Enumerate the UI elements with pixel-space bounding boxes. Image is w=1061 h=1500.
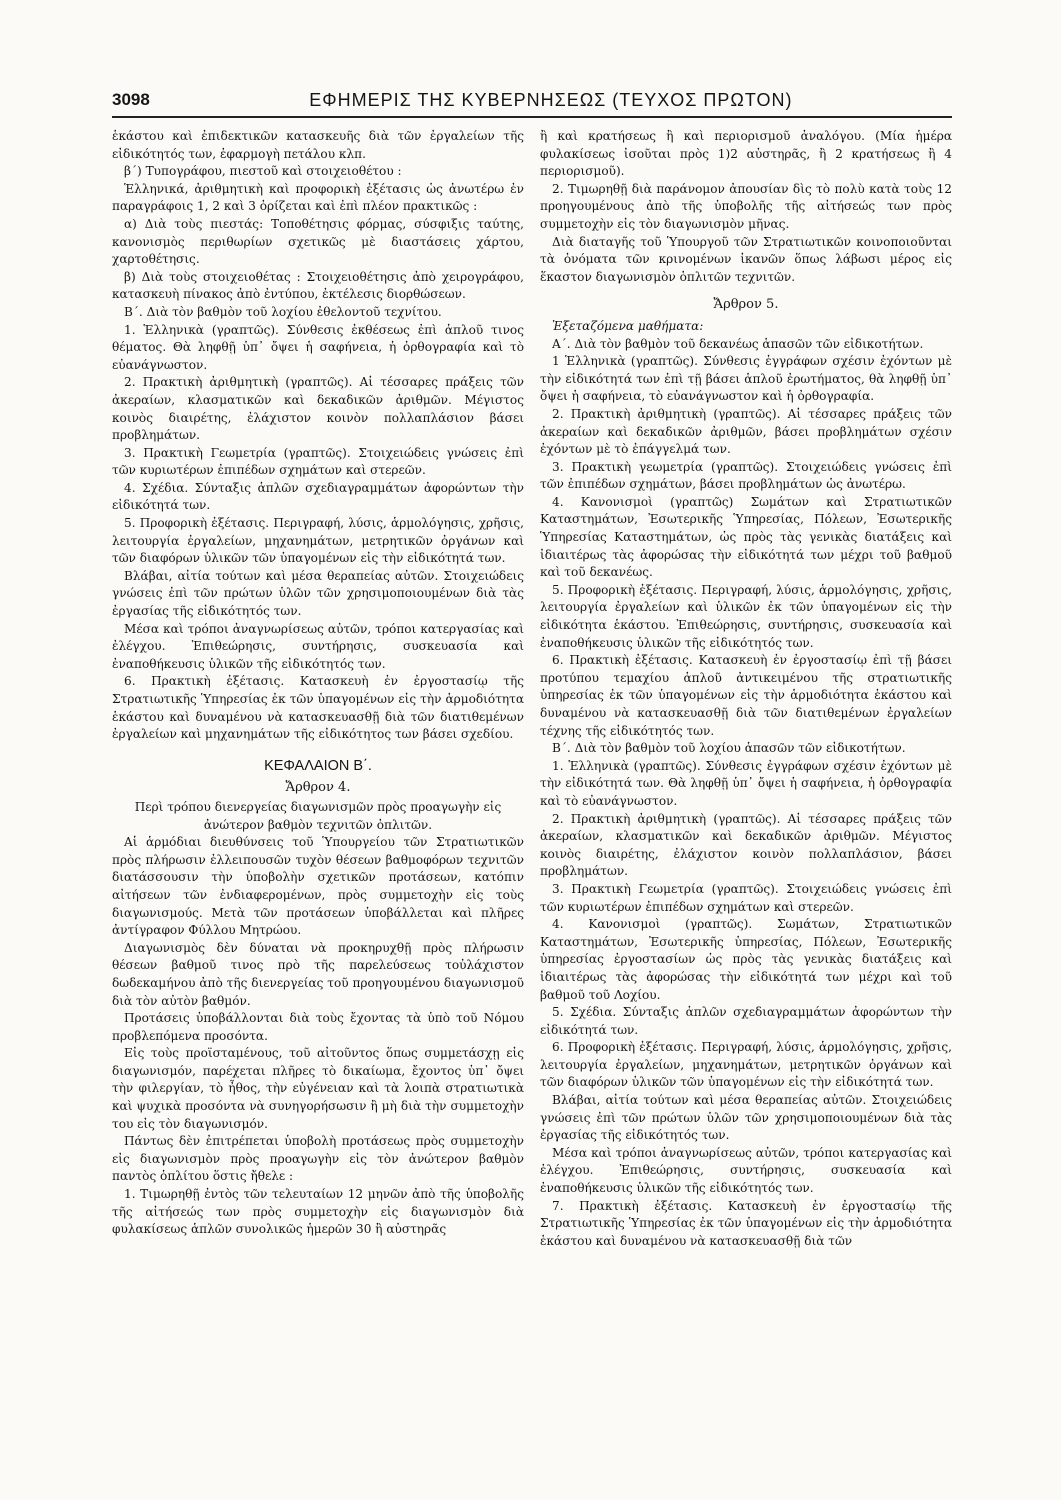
paragraph: Μέσα καὶ τρόποι ἀναγνωρίσεως αὐτῶν, τρόποι κατεργασίας καὶ ἐλέγχου. Ἐπιθεώρησις, συντήρησις, συσκευασία καὶ ἐναποθήκευσις ὑλικῶν τῆς εἰδικότητός των. bbox=[540, 1145, 952, 1196]
paragraph: 5. Σχέδια. Σύνταξις ἁπλῶν σχεδιαγραμμάτων ἀφορώντων τὴν εἰδικότητά των. bbox=[540, 1005, 952, 1037]
paragraph: Εἰς τοὺς προϊσταμένους, τοῦ αἰτοῦντος ὅπως συμμετάσχῃ εἰς διαγωνισμόν, παρέχεται πλῆρες τὸ δικαίωμα, ἔχοντος ὑπ᾿ ὄψει τὴν φιλεργίαν, τὸ ἦθος, τὴν εὐγένειαν καὶ τὰ λοιπὰ στρατιωτικὰ καὶ ψυχικὰ προσόντα νὰ συνηγορήσωσιν ἢ μὴ διὰ τὴν συμμετοχὴν του εἰς τὸν διαγωνισμόν. bbox=[112, 1046, 524, 1131]
paragraph: ἑκάστου καὶ ἐπιδεκτικῶν κατασκευῆς διὰ τῶν ἐργαλείων τῆς εἰδικότητός των, ἐφαρμογὴ πετάλου κλπ. bbox=[112, 129, 524, 161]
paragraph: β) Διὰ τοὺς στοιχειοθέτας : Στοιχειοθέτησις ἀπὸ χειρογράφου, κατασκευὴ πίνακος ἀπὸ ἐντύπου, ἐκτέλεσις διορθώσεων. bbox=[112, 269, 524, 302]
article-heading: Ἄρθρον 5. bbox=[713, 297, 779, 313]
paragraph: Διαγωνισμὸς δὲν δύναται νὰ προκηρυχθῇ πρὸς πλήρωσιν θέσεων βαθμοῦ τινος πρὸ τῆς παρελεύσεως τοὐλάχιστον δωδεκαμήνου ἀπὸ τῆς διενεργείας τοῦ προηγουμένου διαγωνισμοῦ διὰ τὸν αὐτὸν βαθμόν. bbox=[112, 940, 524, 1008]
paragraph: β΄) Τυπογράφου, πιεστοῦ καὶ στοιχειοθέτου : bbox=[124, 164, 402, 179]
right-column bbox=[540, 128, 952, 1250]
paragraph: 6. Πρακτικὴ ἐξέτασις. Κατασκευὴ ἐν ἐργοστασίῳ τῆς Στρατιωτικῆς Ὑπηρεσίας ἐκ τῶν ὑπαγομένων εἰς τὴν ἁρμοδιότητα ἑκάστου καὶ δυναμένου νὰ κατασκευασθῇ διὰ τῶν διατιθεμένων ἐργαλείων καὶ μηχανημάτων τῆς εἰδικότητος των βάσει σχεδίου. bbox=[112, 674, 524, 742]
paragraph: Ἑλληνικά, ἀριθμητικὴ καὶ προφορικὴ ἐξέτασις ὡς ἀνωτέρω ἐν παραγράφοις 1, 2 καὶ 3 ὁρίζεται καὶ ἐπὶ πλέον πρακτικῶς : bbox=[112, 181, 524, 214]
paragraph: Α΄. Διὰ τὸν βαθμὸν τοῦ δεκανέως ἁπασῶν τῶν εἰδικοτήτων. bbox=[552, 336, 924, 351]
paragraph: Διὰ διαταγῆς τοῦ Ὑπουργοῦ τῶν Στρατιωτικῶν κοινοποιοῦνται τὰ ὀνόματα τῶν κρινομένων ἱκανῶν ὅπως λάβωσι μέρος εἰς ἕκαστον διαγωνισμὸν ὁπλιτῶν τεχνιτῶν. bbox=[540, 234, 952, 284]
paragraph: 4. Σχέδια. Σύνταξις ἁπλῶν σχεδιαγραμμάτων ἀφορώντων τὴν εἰδικότητά των. bbox=[112, 480, 524, 513]
paragraph: 2. Πρακτικὴ ἀριθμητικὴ (γραπτῶς). Αἱ τέσσαρες πράξεις τῶν ἀκεραίων καὶ δεκαδικῶν ἀριθμῶν, βάσει προβλημάτων σχέσιν ἐχόντων μὲ τὸ ἐπάγγελμά των. bbox=[540, 406, 952, 457]
paragraph: ἢ καὶ κρατήσεως ἢ καὶ περιορισμοῦ ἀναλόγου. (Μία ἡμέρα φυλακίσεως ἰσοῦται πρὸς 1)2 αὐστηρᾶς, ἢ 2 κρατήσεως ἢ 4 περιορισμοῦ). bbox=[540, 129, 952, 179]
paragraph: 1 Ἑλληνικὰ (γραπτῶς). Σύνθεσις ἐγγράφων σχέσιν ἐχόντων μὲ τὴν εἰδικότητά των ἐπὶ τῇ βάσει ἁπλοῦ ἐρωτήματος, θὰ ληφθῇ ὑπ᾿ ὄψει ἡ σαφήνεια, τὸ εὐανάγνωστον καὶ ἡ ὀρθογραφία. bbox=[540, 354, 952, 404]
paragraph: 3. Πρακτικὴ Γεωμετρία (γραπτῶς). Στοιχειώδεις γνώσεις ἐπὶ τῶν κυριωτέρων ἐπιπέδων σχημάτων καὶ στερεῶν. bbox=[540, 881, 952, 914]
paragraph: 6. Πρακτικὴ ἐξέτασις. Κατασκευὴ ἐν ἐργοστασίῳ ἐπὶ τῇ βάσει προτύπου τεμαχίου ἁπλοῦ ἀντικειμένου τῆς στρατιωτικῆς ὑπηρεσίας ἐκ τῶν ὑπαγομένων εἰς τὴν ἁρμοδιότητα ἑκάστου καὶ δυναμένου νὰ κατασκευασθῇ διὰ τῶν διατιθεμένων ἐργαλείων τέχνης τῆς εἰδικότητός των. bbox=[540, 653, 952, 738]
page-header bbox=[112, 86, 952, 114]
paragraph: 2. Πρακτικὴ ἀριθμητικὴ (γραπτῶς). Αἱ τέσσαρες πράξεις τῶν ἀκεραίων, κλασματικῶν καὶ δεκαδικῶν ἀριθμῶν. Μέγιστος κοινὸς διαιρέτης, ἐλάχιστον κοινὸν πολλαπλάσιον, βάσει προβλημάτων. bbox=[540, 811, 952, 879]
paragraph: Β΄. Διὰ τὸν βαθμὸν τοῦ λοχίου ἐθελοντοῦ τεχνίτου. bbox=[124, 304, 442, 319]
paragraph: 1. Ἑλληνικὰ (γραπτῶς). Σύνθεσις ἐγγράφων σχέσιν ἐχόντων μὲ τὴν εἰδικότητά των. Θὰ ληφθῇ ὑπ᾿ ὄψει ἡ σαφήνεια, ἡ ὀρθογραφία καὶ τὸ εὐανάγνωστον. bbox=[540, 758, 952, 808]
paragraph: 7. Πρακτικὴ ἐξέτασις. Κατασκευὴ ἐν ἐργοστασίῳ τῆς Στρατιωτικῆς Ὑπηρεσίας ἐκ τῶν ὑπαγομένων εἰς τὴν ἁρμοδιότητα ἑκάστου καὶ δυναμένου νὰ κατασκευασθῇ διὰ τῶν bbox=[540, 1198, 952, 1248]
paragraph: Προτάσεις ὑποβάλλονται διὰ τοὺς ἔχοντας τὰ ὑπὸ τοῦ Νόμου προβλεπόμενα προσόντα. bbox=[112, 1011, 524, 1043]
subject-heading: Ἐξεταζόμενα μαθήματα: bbox=[552, 318, 704, 333]
paragraph: 4. Κανονισμοὶ (γραπτῶς) Σωμάτων καὶ Στρατιωτικῶν Καταστημάτων, Ἐσωτερικῆς Ὑπηρεσίας, Πόλεων, Ἐσωτερικῆς Ὑπηρεσίας Καταστημάτων, ὡς πρὸς τὰς γενικὰς διατάξεις καὶ ἰδιαιτέρως τὰς ἀφορώσας τὴν εἰδικότητά των μέχρι τοῦ βαθμοῦ καὶ τοῦ δεκανέως. bbox=[540, 494, 952, 580]
paragraph: 5. Προφορικὴ ἐξέτασις. Περιγραφή, λύσις, ἁρμολόγησις, χρῆσις, λειτουργία ἐργαλείων, μηχανημάτων, μετρητικῶν ὀργάνων καὶ τῶν διαφόρων ὑλικῶν τῶν ὑπαγομένων εἰς τὴν εἰδικότητά των. bbox=[112, 516, 524, 566]
article-heading: Ἄρθρον 4. bbox=[285, 780, 351, 796]
paragraph: 1. Τιμωρηθῇ ἐντὸς τῶν τελευταίων 12 μηνῶν ἀπὸ τῆς ὑποβολῆς τῆς αἰτήσεώς των πρὸς συμμετοχὴν εἰς διαγωνισμὸν διὰ φυλακίσεως ἁπλῶν συνολικῶς ἡμερῶν 30 ἢ αὐστηρᾶς bbox=[112, 1187, 524, 1237]
paragraph: Βλάβαι, αἰτία τούτων καὶ μέσα θεραπείας αὐτῶν. Στοιχειώδεις γνώσεις ἐπὶ τῶν πρώτων ὑλῶν τῶν χρησιμοποιουμένων διὰ τὰς ἐργασίας τῆς εἰδικότητός των. bbox=[540, 1093, 952, 1143]
paragraph: Βλάβαι, αἰτία τούτων καὶ μέσα θεραπείας αὐτῶν. Στοιχειώδεις γνώσεις ἐπὶ τῶν πρώτων ὑλῶν τῶν χρησιμοποιουμένων διὰ τὰς ἐργασίας τῆς εἰδικότητός των. bbox=[112, 568, 524, 619]
paragraph: 3. Πρακτικὴ Γεωμετρία (γραπτῶς). Στοιχειώδεις γνώσεις ἐπὶ τῶν κυριωτέρων ἐπιπέδων σχημάτων καὶ στερεῶν. bbox=[112, 445, 524, 478]
paragraph: Β΄. Διὰ τὸν βαθμὸν τοῦ λοχίου ἁπασῶν τῶν εἰδικοτήτων. bbox=[552, 741, 906, 756]
gazette-title: ΕΦΗΜΕΡΙΣ ΤΗΣ ΚΥΒΕΡΝΗΣΕΩΣ (ΤΕΥΧΟΣ ΠΡΩΤΟΝ) bbox=[309, 89, 793, 110]
chapter-heading: ΚΕΦΑΛΑΙΟΝ Β΄. bbox=[264, 757, 372, 774]
article-title: Περὶ τρόπου διενεργείας διαγωνισμῶν πρὸς προαγωγὴν εἰς ἀνώτερον βαθμὸν τεχνιτῶν ὁπλιτῶν. bbox=[134, 799, 502, 832]
paragraph: 2. Τιμωρηθῇ διὰ παράνομον ἀπουσίαν δὶς τὸ πολὺ κατὰ τοὺς 12 προηγουμένους ἀπὸ τῆς ὑποβολῆς τῆς αἰτήσεώς των πρὸς συμμετοχὴν εἰς τὸν διαγωνισμὸν μῆνας. bbox=[540, 181, 952, 231]
paragraph: 5. Προφορικὴ ἐξέτασις. Περιγραφή, λύσις, ἁρμολόγησις, χρῆσις, λειτουργία ἐργαλείων καὶ ὑλικῶν ἐκ τῶν ὑπαγομένων εἰς τὴν εἰδικότητα ἑκάστου. Ἐπιθεώρησις, συντήρησις, συσκευασία καὶ ἐναποθήκευσις ὑλικῶν τῆς εἰδικότητός των. bbox=[540, 582, 952, 650]
paragraph: Πάντως δὲν ἐπιτρέπεται ὑποβολὴ προτάσεως πρὸς συμμετοχὴν εἰς διαγωνισμὸν πρὸς προαγωγὴν εἰς τὸν ἀνώτερον βαθμὸν παντὸς ὁπλίτου ὅστις ἤθελε : bbox=[112, 1134, 524, 1184]
left-column bbox=[112, 128, 524, 1239]
paragraph: 1. Ἑλληνικὰ (γραπτῶς). Σύνθεσις ἐκθέσεως ἐπὶ ἁπλοῦ τινος θέματος. Θὰ ληφθῇ ὑπ᾿ ὄψει ἡ σαφήνεια, ἡ ὀρθογραφία καὶ τὸ εὐανάγνωστον. bbox=[112, 322, 524, 372]
header-rule bbox=[112, 116, 952, 118]
paragraph: α) Διὰ τοὺς πιεστάς: Τοποθέτησις φόρμας, σύσφιξις ταύτης, κανονισμὸς περιθωρίων σχετικῶς μὲ διαστάσεις χάρτου, χαρτοθέτησις. bbox=[112, 216, 524, 267]
paragraph: 4. Κανονισμοὶ (γραπτῶς). Σωμάτων, Στρατιωτικῶν Καταστημάτων, Ἐσωτερικῆς ὑπηρεσίας, Πόλεων, Ἐσωτερικῆς ὑπηρεσίας ἐργοστασίων ὡς πρὸς τὰς γενικὰς διατάξεις καὶ ἰδιαιτέρως τὰς ἀφορώσας τὴν εἰδικότητά των μέχρι καὶ τοῦ βαθμοῦ τοῦ Λοχίου. bbox=[540, 917, 952, 1002]
paragraph: 3. Πρακτικὴ γεωμετρία (γραπτῶς). Στοιχειώδεις γνώσεις ἐπὶ τῶν ἐπιπέδων σχημάτων, βάσει προβλημάτων ὡς ἀνωτέρω. bbox=[540, 459, 952, 492]
paragraph: Αἱ ἁρμόδιαι διευθύνσεις τοῦ Ὑπουργείου τῶν Στρατιωτικῶν πρὸς πλήρωσιν ἐλλειπουσῶν τυχὸν θέσεων βαθμοφόρων τεχνιτῶν διατάσσουσιν τὴν ὑποβολὴν σχετικῶν προτάσεων, κατόπιν αἰτήσεων τῶν ἐνδιαφερομένων, πρὸς συμμετοχὴν εἰς τοὺς διαγωνισμούς. Μετὰ τῶν προτάσεων ὑποβάλλεται καὶ πλῆρες ἀντίγραφον Φύλλου Μητρώου. bbox=[112, 835, 524, 938]
paragraph: Μέσα καὶ τρόποι ἀναγνωρίσεως αὐτῶν, τρόποι κατεργασίας καὶ ἐλέγχου. Ἐπιθεώρησις, συντήρησις, συσκευασία καὶ ἐναποθήκευσις ὑλικῶν τῆς εἰδικότητός των. bbox=[112, 621, 524, 671]
page-number: 3098 bbox=[112, 90, 150, 109]
paragraph: 6. Προφορικὴ ἐξέτασις. Περιγραφή, λύσις, ἁρμολόγησις, χρῆσις, λειτουργία ἐργαλείων, μηχανημάτων, μετρητικῶν ὀργάνων καὶ τῶν διαφόρων ὑλικῶν τῶν ὑπαγομένων εἰς τὴν εἰδικότητά των. bbox=[540, 1040, 952, 1090]
paragraph: 2. Πρακτικὴ ἀριθμητικὴ (γραπτῶς). Αἱ τέσσαρες πράξεις τῶν ἀκεραίων, κλασματικῶν καὶ δεκαδικῶν ἀριθμῶν. Μέγιστος κοινὸς διαιρέτης, ἐλάχιστον κοινὸν πολλαπλάσιον βάσει προβλημάτων. bbox=[112, 375, 524, 443]
